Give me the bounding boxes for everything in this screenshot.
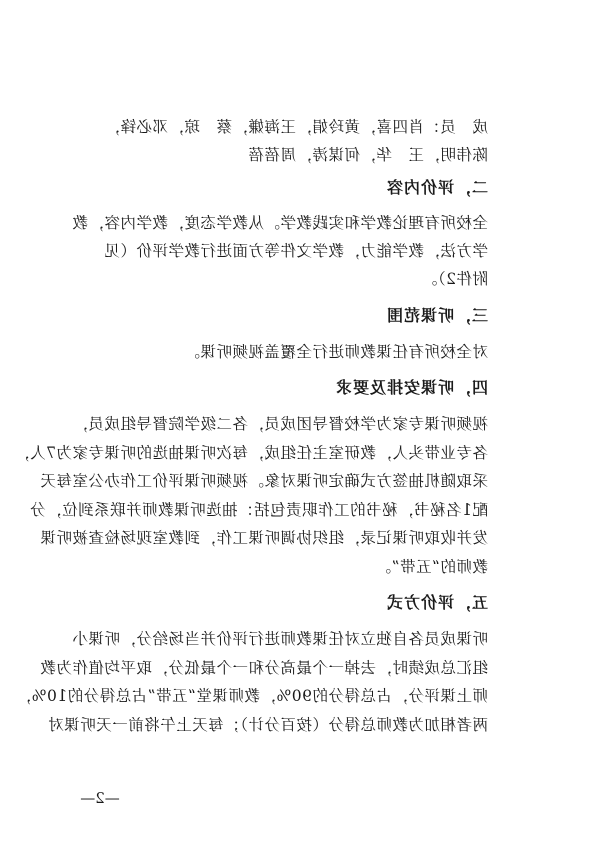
section-5-heading: 五，评价方式 (385, 593, 488, 612)
section-5-line: 两者相加为教师总得分（按百分计）；每天上午将前一天听课对 (47, 716, 488, 734)
section-2-heading: 二，评价内容 (385, 178, 488, 197)
section-4-heading: 四，听课安排及要求 (334, 378, 488, 397)
section-4-line: 发并收取听课记录，组织协调听课工作，到教室现场检查被听课 (39, 529, 488, 547)
section-4-line: 采取随机抽签方式确定听课对象。视频听课评价工作办公室每天 (39, 472, 488, 490)
section-4-line: 配1名秘书，秘书的工作职责包括：抽选听课教师并联系到位，分 (29, 501, 488, 519)
section-5-line: 听课成员各自独立对任课教师进行评价并当场给分，听课小 (71, 630, 488, 648)
page-number: —2— (80, 789, 120, 807)
members-line-1: 成 员：肖四喜，黄玲娟，王海嫌，蔡 琼，邓必锋， (103, 118, 488, 136)
section-2-line: 全校所有理论教学和实践教学。从教学态度，教学内容，教 (71, 214, 488, 232)
section-4-line: 教师的“五带”。 (375, 558, 488, 576)
section-5-line: 组汇总成绩时，去掉一个最高分和一个最低分，取平均值作为教 (39, 659, 488, 677)
section-4-line: 各专业带头人，教研室主任组成，每次听课抽选的听课专家为7人， (13, 444, 488, 462)
section-4-line: 视频听课专家为学校督导团成员，各二级学院督导组成员， (71, 415, 488, 433)
section-2-line: 附件2）。 (421, 270, 488, 288)
section-3-line: 对全校所有任课教师进行全覆盖视频听课。 (183, 343, 488, 361)
members-line-2: 陈伟明，王 华，何谋涛，周蓓蓓 (247, 146, 488, 164)
section-2-line: 学方法，教学能力，教学文件等方面进行教学评价（见 (103, 242, 488, 260)
section-5-line: 师上课评分，占总得分的90%，教师课堂“五带”占总得分的10%， (15, 687, 488, 705)
section-3-heading: 三，听课范围 (385, 306, 488, 325)
